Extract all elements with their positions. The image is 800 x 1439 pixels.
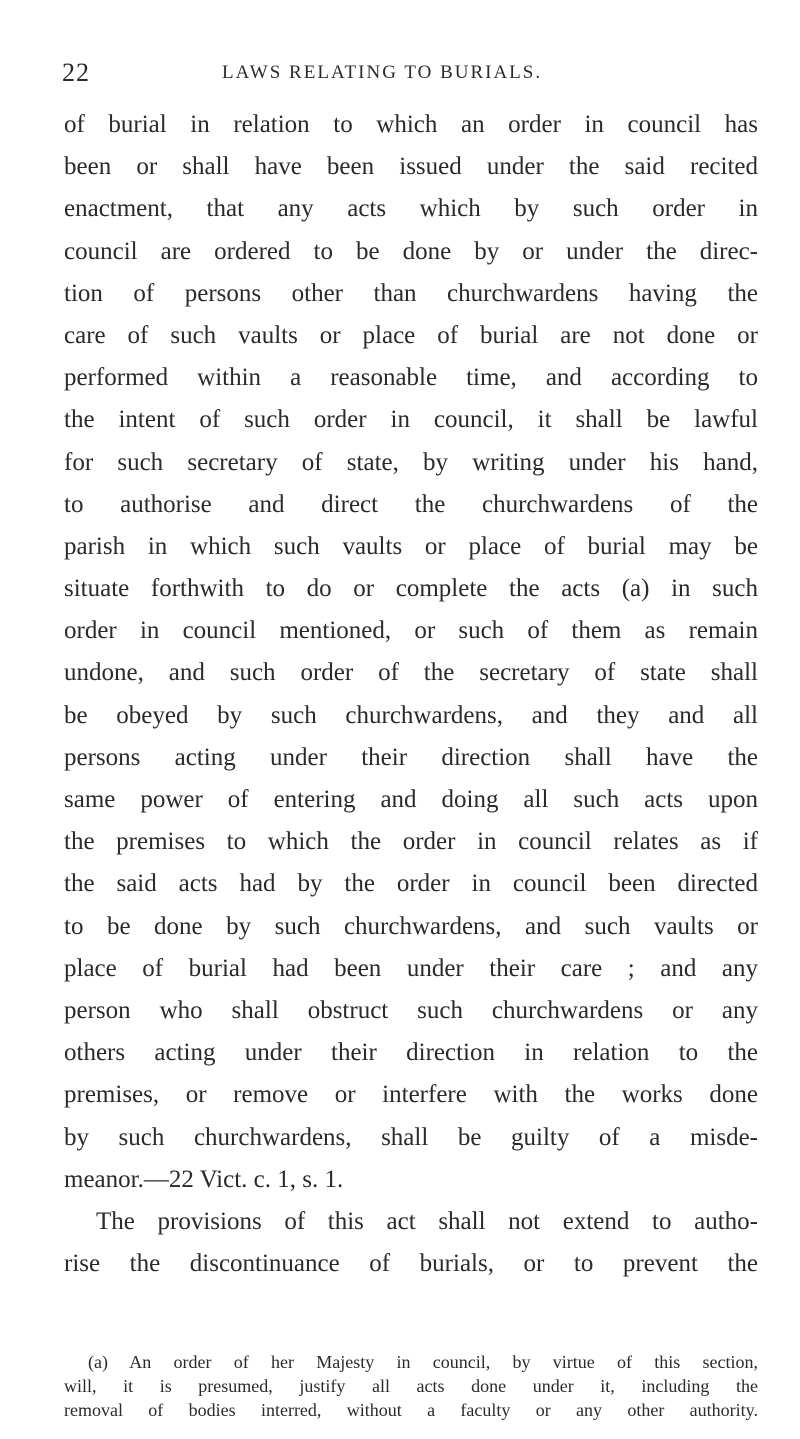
text-line: The provisions of this act shall not extend to autho- (96, 1207, 758, 1235)
running-head: LAWS RELATING TO BURIALS. (222, 62, 543, 83)
text-line: situate forthwith to do or complete the acts (a) in such (64, 575, 758, 603)
text-line: been or shall have been issued under the said recited (64, 153, 758, 181)
footnote-line: (a) An order of her Majesty in council, by virtue of this section, (88, 1352, 758, 1372)
text-line: tion of persons other than churchwardens having the (64, 279, 758, 307)
text-line: to be done by such churchwardens, and such vaults or (64, 912, 758, 940)
footnote-line: will, it is presumed, justify all acts done under it, including the (64, 1376, 758, 1396)
text-line: performed within a reasonable time, and according to (64, 364, 758, 392)
text-line: meanor.—22 Vict. c. 1, s. 1. (64, 1165, 344, 1193)
text-line: be obeyed by such churchwardens, and they and all (64, 701, 758, 729)
text-line: for such secretary of state, by writing under his hand, (64, 448, 758, 476)
text-line: premises, or remove or interfere with the works done (64, 1081, 758, 1109)
footnote (64, 1350, 758, 1422)
text-line: rise the discontinuance of burials, or to prevent the (64, 1250, 758, 1278)
page-number: 22 (62, 58, 90, 87)
text-line: care of such vaults or place of burial are not done or (64, 321, 758, 349)
text-line: parish in which such vaults or place of burial may be (64, 532, 758, 560)
text-line: the premises to which the order in council relates as if (64, 828, 758, 856)
text-line: same power of entering and doing all such acts upon (64, 786, 758, 813)
text-line: of burial in relation to which an order in council has (64, 111, 758, 138)
text-line: the said acts had by the order in council been directed (64, 870, 758, 898)
text-line: council are ordered to be done by or under the direc- (64, 237, 758, 265)
text-line: persons acting under their direction shall have the (64, 743, 758, 771)
text-line: enactment, that any acts which by such order in (64, 195, 758, 223)
page-header (62, 58, 762, 94)
text-line: order in council mentioned, or such of them as remain (64, 617, 758, 645)
text-line: to authorise and direct the churchwardens of the (64, 490, 758, 518)
text-line: person who shall obstruct such churchwardens or any (64, 996, 758, 1024)
body-text (64, 104, 758, 1285)
footnote-line: removal of bodies interred, without a faculty or any other authority. (64, 1400, 758, 1420)
text-line: the intent of such order in council, it shall be lawful (64, 406, 758, 434)
text-line: others acting under their direction in relation to the (64, 1039, 758, 1067)
text-line: undone, and such order of the secretary of state shall (64, 659, 758, 687)
text-line: place of burial had been under their care ; and any (64, 954, 758, 982)
text-line: by such churchwardens, shall be guilty of a misde- (64, 1123, 758, 1151)
